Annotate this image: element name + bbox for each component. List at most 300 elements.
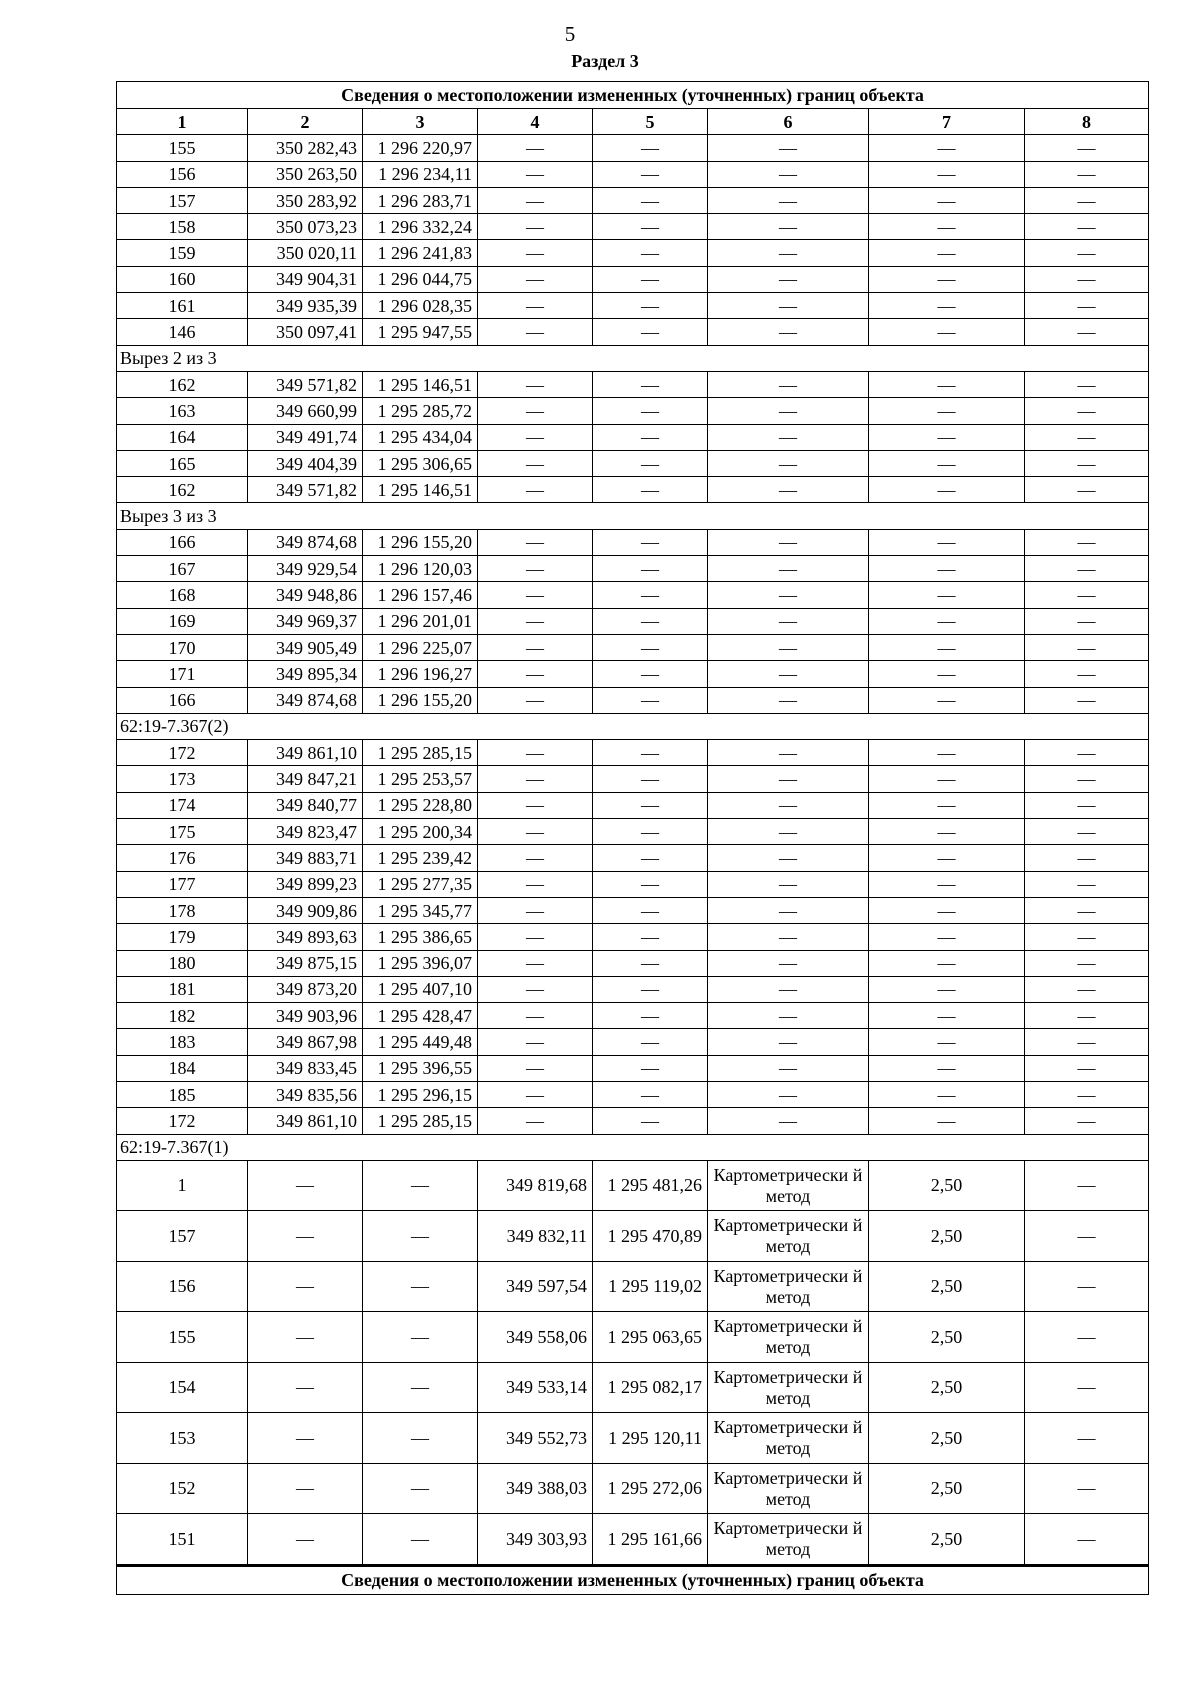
empty-value-dash: — [869, 582, 1025, 608]
empty-value-dash: — [1025, 1003, 1149, 1029]
empty-value-dash: — [478, 161, 593, 187]
empty-value-dash: — [869, 687, 1025, 713]
point-number: 161 [117, 293, 248, 319]
empty-value-dash: — [1025, 608, 1149, 634]
existing-y: 1 296 155,20 [363, 687, 478, 713]
empty-value-dash: — [869, 424, 1025, 450]
empty-value-dash: — [1025, 477, 1149, 503]
empty-value-dash: — [363, 1514, 478, 1566]
empty-value-dash: — [593, 450, 708, 476]
empty-value-dash: — [593, 371, 708, 397]
empty-value-dash: — [478, 845, 593, 871]
point-number: 181 [117, 976, 248, 1002]
point-number: 174 [117, 792, 248, 818]
empty-value-dash: — [248, 1362, 363, 1413]
empty-value-dash: — [1025, 1312, 1149, 1363]
determination-method: Картометрически й метод [708, 1463, 869, 1514]
empty-value-dash: — [478, 371, 593, 397]
existing-y: 1 295 285,72 [363, 398, 478, 424]
existing-x: 349 875,15 [248, 950, 363, 976]
column-number: 4 [478, 109, 593, 135]
empty-value-dash: — [869, 477, 1025, 503]
empty-value-dash: — [593, 1081, 708, 1107]
point-number: 146 [117, 319, 248, 345]
empty-value-dash: — [708, 556, 869, 582]
table-row [117, 556, 1149, 582]
existing-y: 1 296 283,71 [363, 187, 478, 213]
empty-value-dash: — [248, 1413, 363, 1464]
empty-value-dash: — [708, 661, 869, 687]
existing-y: 1 296 332,24 [363, 214, 478, 240]
table-row [117, 529, 1149, 555]
empty-value-dash: — [478, 740, 593, 766]
empty-value-dash: — [593, 845, 708, 871]
empty-value-dash: — [593, 266, 708, 292]
table-row [117, 450, 1149, 476]
empty-value-dash: — [1025, 871, 1149, 897]
table-row [117, 1463, 1149, 1514]
table-row [117, 1261, 1149, 1312]
empty-value-dash: — [593, 529, 708, 555]
column-number: 8 [1025, 109, 1149, 135]
existing-x: 349 883,71 [248, 845, 363, 871]
empty-value-dash: — [478, 450, 593, 476]
empty-value-dash: — [869, 266, 1025, 292]
empty-value-dash: — [869, 897, 1025, 923]
accuracy-value: 2,50 [869, 1413, 1025, 1464]
point-number: 151 [117, 1514, 248, 1566]
accuracy-value: 2,50 [869, 1160, 1025, 1211]
group-label-row [117, 713, 1149, 739]
accuracy-value: 2,50 [869, 1362, 1025, 1413]
point-number: 177 [117, 871, 248, 897]
existing-x: 349 833,45 [248, 1055, 363, 1081]
empty-value-dash: — [869, 187, 1025, 213]
empty-value-dash: — [593, 424, 708, 450]
empty-value-dash: — [478, 1081, 593, 1107]
determination-method: Картометрически й метод [708, 1413, 869, 1464]
existing-x: 349 903,96 [248, 1003, 363, 1029]
new-x: 349 303,93 [478, 1514, 593, 1566]
empty-value-dash: — [593, 897, 708, 923]
table-row [117, 634, 1149, 660]
table-row [117, 792, 1149, 818]
empty-value-dash: — [1025, 293, 1149, 319]
column-number: 1 [117, 109, 248, 135]
existing-x: 350 020,11 [248, 240, 363, 266]
empty-value-dash: — [478, 319, 593, 345]
empty-value-dash: — [708, 1029, 869, 1055]
empty-value-dash: — [869, 1055, 1025, 1081]
empty-value-dash: — [478, 424, 593, 450]
empty-value-dash: — [869, 529, 1025, 555]
empty-value-dash: — [708, 135, 869, 161]
table-row [117, 608, 1149, 634]
existing-x: 349 874,68 [248, 687, 363, 713]
empty-value-dash: — [708, 424, 869, 450]
existing-x: 349 840,77 [248, 792, 363, 818]
new-y: 1 295 470,89 [593, 1211, 708, 1262]
empty-value-dash: — [363, 1211, 478, 1262]
empty-value-dash: — [1025, 819, 1149, 845]
empty-value-dash: — [869, 450, 1025, 476]
point-number: 184 [117, 1055, 248, 1081]
accuracy-value: 2,50 [869, 1463, 1025, 1514]
boundary-coordinates-table [116, 81, 1149, 1595]
empty-value-dash: — [1025, 897, 1149, 923]
empty-value-dash: — [708, 740, 869, 766]
empty-value-dash: — [1025, 845, 1149, 871]
table-row [117, 661, 1149, 687]
existing-x: 349 823,47 [248, 819, 363, 845]
empty-value-dash: — [1025, 450, 1149, 476]
empty-value-dash: — [708, 924, 869, 950]
new-y: 1 295 119,02 [593, 1261, 708, 1312]
point-number: 162 [117, 371, 248, 397]
point-number: 166 [117, 687, 248, 713]
empty-value-dash: — [593, 477, 708, 503]
empty-value-dash: — [869, 634, 1025, 660]
new-x: 349 819,68 [478, 1160, 593, 1211]
table-row [117, 897, 1149, 923]
group-label-row [117, 503, 1149, 529]
point-number: 159 [117, 240, 248, 266]
empty-value-dash: — [478, 293, 593, 319]
existing-y: 1 295 146,51 [363, 477, 478, 503]
empty-value-dash: — [478, 135, 593, 161]
empty-value-dash: — [708, 240, 869, 266]
empty-value-dash: — [478, 398, 593, 424]
table-row [117, 161, 1149, 187]
group-label: 62:19-7.367(2) [117, 713, 1149, 739]
empty-value-dash: — [1025, 214, 1149, 240]
empty-value-dash: — [593, 740, 708, 766]
empty-value-dash: — [708, 608, 869, 634]
empty-value-dash: — [1025, 319, 1149, 345]
empty-value-dash: — [478, 582, 593, 608]
empty-value-dash: — [478, 1029, 593, 1055]
empty-value-dash: — [593, 1055, 708, 1081]
existing-x: 349 969,37 [248, 608, 363, 634]
point-number: 167 [117, 556, 248, 582]
new-y: 1 295 082,17 [593, 1362, 708, 1413]
empty-value-dash: — [708, 819, 869, 845]
existing-x: 349 948,86 [248, 582, 363, 608]
table-row [117, 214, 1149, 240]
empty-value-dash: — [869, 398, 1025, 424]
empty-value-dash: — [1025, 661, 1149, 687]
empty-value-dash: — [248, 1261, 363, 1312]
existing-x: 349 909,86 [248, 897, 363, 923]
table-row [117, 1413, 1149, 1464]
empty-value-dash: — [1025, 1362, 1149, 1413]
empty-value-dash: — [478, 950, 593, 976]
existing-y: 1 295 386,65 [363, 924, 478, 950]
empty-value-dash: — [478, 634, 593, 660]
existing-x: 349 873,20 [248, 976, 363, 1002]
empty-value-dash: — [478, 924, 593, 950]
empty-value-dash: — [708, 450, 869, 476]
empty-value-dash: — [1025, 424, 1149, 450]
existing-x: 349 835,56 [248, 1081, 363, 1107]
table-row [117, 582, 1149, 608]
table-row [117, 687, 1149, 713]
empty-value-dash: — [1025, 1413, 1149, 1464]
group-label: Вырез 2 из 3 [117, 345, 1149, 371]
table-row [117, 766, 1149, 792]
point-number: 185 [117, 1081, 248, 1107]
point-number: 168 [117, 582, 248, 608]
existing-y: 1 295 428,47 [363, 1003, 478, 1029]
new-y: 1 295 481,26 [593, 1160, 708, 1211]
point-number: 180 [117, 950, 248, 976]
empty-value-dash: — [869, 792, 1025, 818]
empty-value-dash: — [869, 1081, 1025, 1107]
existing-x: 350 282,43 [248, 135, 363, 161]
empty-value-dash: — [1025, 1055, 1149, 1081]
empty-value-dash: — [478, 266, 593, 292]
empty-value-dash: — [363, 1312, 478, 1363]
empty-value-dash: — [593, 950, 708, 976]
empty-value-dash: — [478, 1003, 593, 1029]
point-number: 155 [117, 135, 248, 161]
determination-method: Картометрически й метод [708, 1261, 869, 1312]
table-row [117, 398, 1149, 424]
empty-value-dash: — [593, 608, 708, 634]
footer-caption: Сведения о местоположении измененных (уточненных) границ объекта [117, 1565, 1149, 1594]
point-number: 183 [117, 1029, 248, 1055]
empty-value-dash: — [1025, 529, 1149, 555]
empty-value-dash: — [593, 924, 708, 950]
existing-y: 1 296 196,27 [363, 661, 478, 687]
new-x: 349 388,03 [478, 1463, 593, 1514]
existing-x: 349 893,63 [248, 924, 363, 950]
footer-caption-row [117, 1565, 1149, 1594]
empty-value-dash: — [708, 371, 869, 397]
empty-value-dash: — [1025, 161, 1149, 187]
empty-value-dash: — [1025, 371, 1149, 397]
empty-value-dash: — [593, 582, 708, 608]
point-number: 166 [117, 529, 248, 555]
point-number: 156 [117, 161, 248, 187]
new-y: 1 295 063,65 [593, 1312, 708, 1363]
existing-y: 1 295 396,07 [363, 950, 478, 976]
section-title: Раздел 3 [571, 51, 639, 71]
empty-value-dash: — [593, 792, 708, 818]
empty-value-dash: — [1025, 1029, 1149, 1055]
new-x: 349 597,54 [478, 1261, 593, 1312]
table-row [117, 240, 1149, 266]
existing-y: 1 295 285,15 [363, 740, 478, 766]
empty-value-dash: — [1025, 240, 1149, 266]
empty-value-dash: — [478, 529, 593, 555]
empty-value-dash: — [708, 634, 869, 660]
empty-value-dash: — [869, 661, 1025, 687]
point-number: 170 [117, 634, 248, 660]
column-number: 3 [363, 109, 478, 135]
empty-value-dash: — [248, 1211, 363, 1262]
empty-value-dash: — [869, 1003, 1025, 1029]
empty-value-dash: — [593, 398, 708, 424]
column-number: 6 [708, 109, 869, 135]
table-row [117, 266, 1149, 292]
empty-value-dash: — [478, 214, 593, 240]
table-row [117, 924, 1149, 950]
existing-y: 1 295 407,10 [363, 976, 478, 1002]
new-y: 1 295 272,06 [593, 1463, 708, 1514]
table-caption: Сведения о местоположении измененных (уточненных) границ объекта [117, 82, 1149, 109]
existing-x: 349 847,21 [248, 766, 363, 792]
empty-value-dash: — [1025, 1108, 1149, 1134]
empty-value-dash: — [708, 582, 869, 608]
table-row [117, 976, 1149, 1002]
existing-y: 1 295 449,48 [363, 1029, 478, 1055]
existing-y: 1 295 228,80 [363, 792, 478, 818]
point-number: 169 [117, 608, 248, 634]
empty-value-dash: — [1025, 950, 1149, 976]
empty-value-dash: — [1025, 976, 1149, 1002]
column-number: 7 [869, 109, 1025, 135]
empty-value-dash: — [708, 897, 869, 923]
existing-y: 1 296 234,11 [363, 161, 478, 187]
empty-value-dash: — [593, 214, 708, 240]
empty-value-dash: — [1025, 792, 1149, 818]
empty-value-dash: — [363, 1463, 478, 1514]
empty-value-dash: — [593, 766, 708, 792]
empty-value-dash: — [1025, 1160, 1149, 1211]
existing-x: 349 905,49 [248, 634, 363, 660]
point-number: 153 [117, 1413, 248, 1464]
empty-value-dash: — [708, 319, 869, 345]
empty-value-dash: — [869, 740, 1025, 766]
table-row [117, 950, 1149, 976]
existing-y: 1 295 306,65 [363, 450, 478, 476]
new-x: 349 552,73 [478, 1413, 593, 1464]
accuracy-value: 2,50 [869, 1261, 1025, 1312]
existing-y: 1 296 201,01 [363, 608, 478, 634]
empty-value-dash: — [478, 1055, 593, 1081]
empty-value-dash: — [1025, 582, 1149, 608]
empty-value-dash: — [869, 976, 1025, 1002]
empty-value-dash: — [869, 845, 1025, 871]
existing-y: 1 296 241,83 [363, 240, 478, 266]
table-row [117, 1362, 1149, 1413]
table-row [117, 371, 1149, 397]
empty-value-dash: — [363, 1362, 478, 1413]
determination-method: Картометрически й метод [708, 1211, 869, 1262]
table-row [117, 871, 1149, 897]
new-x: 349 832,11 [478, 1211, 593, 1262]
empty-value-dash: — [869, 608, 1025, 634]
existing-y: 1 296 225,07 [363, 634, 478, 660]
existing-y: 1 296 220,97 [363, 135, 478, 161]
existing-x: 349 861,10 [248, 1108, 363, 1134]
empty-value-dash: — [869, 766, 1025, 792]
existing-y: 1 295 200,34 [363, 819, 478, 845]
empty-value-dash: — [478, 871, 593, 897]
point-number: 154 [117, 1362, 248, 1413]
empty-value-dash: — [593, 634, 708, 660]
existing-y: 1 295 285,15 [363, 1108, 478, 1134]
point-number: 160 [117, 266, 248, 292]
table-row [117, 1312, 1149, 1363]
empty-value-dash: — [248, 1463, 363, 1514]
point-number: 164 [117, 424, 248, 450]
empty-value-dash: — [869, 240, 1025, 266]
point-number: 178 [117, 897, 248, 923]
existing-y: 1 295 277,35 [363, 871, 478, 897]
point-number: 1 [117, 1160, 248, 1211]
empty-value-dash: — [593, 187, 708, 213]
existing-y: 1 295 239,42 [363, 845, 478, 871]
empty-value-dash: — [869, 161, 1025, 187]
empty-value-dash: — [869, 1029, 1025, 1055]
empty-value-dash: — [593, 1003, 708, 1029]
empty-value-dash: — [478, 792, 593, 818]
table-row [117, 1055, 1149, 1081]
empty-value-dash: — [869, 135, 1025, 161]
empty-value-dash: — [363, 1160, 478, 1211]
empty-value-dash: — [1025, 766, 1149, 792]
empty-value-dash: — [1025, 1081, 1149, 1107]
empty-value-dash: — [708, 398, 869, 424]
empty-value-dash: — [478, 240, 593, 266]
empty-value-dash: — [593, 135, 708, 161]
empty-value-dash: — [478, 897, 593, 923]
accuracy-value: 2,50 [869, 1211, 1025, 1262]
existing-x: 350 073,23 [248, 214, 363, 240]
table-row [117, 740, 1149, 766]
point-number: 165 [117, 450, 248, 476]
empty-value-dash: — [708, 187, 869, 213]
accuracy-value: 2,50 [869, 1514, 1025, 1566]
point-number: 171 [117, 661, 248, 687]
existing-x: 350 097,41 [248, 319, 363, 345]
empty-value-dash: — [593, 871, 708, 897]
existing-x: 349 899,23 [248, 871, 363, 897]
determination-method: Картометрически й метод [708, 1312, 869, 1363]
column-number-row [117, 109, 1149, 135]
existing-y: 1 296 120,03 [363, 556, 478, 582]
point-number: 156 [117, 1261, 248, 1312]
existing-x: 350 263,50 [248, 161, 363, 187]
empty-value-dash: — [1025, 187, 1149, 213]
point-number: 163 [117, 398, 248, 424]
empty-value-dash: — [1025, 556, 1149, 582]
existing-x: 349 660,99 [248, 398, 363, 424]
empty-value-dash: — [1025, 1211, 1149, 1262]
empty-value-dash: — [708, 214, 869, 240]
empty-value-dash: — [869, 293, 1025, 319]
existing-y: 1 296 155,20 [363, 529, 478, 555]
table-row [117, 1211, 1149, 1262]
empty-value-dash: — [478, 187, 593, 213]
empty-value-dash: — [1025, 1463, 1149, 1514]
existing-x: 349 874,68 [248, 529, 363, 555]
point-number: 182 [117, 1003, 248, 1029]
existing-y: 1 295 947,55 [363, 319, 478, 345]
empty-value-dash: — [708, 1108, 869, 1134]
empty-value-dash: — [593, 1108, 708, 1134]
empty-value-dash: — [1025, 634, 1149, 660]
table-caption-row [117, 82, 1149, 109]
point-number: 172 [117, 1108, 248, 1134]
existing-x: 349 904,31 [248, 266, 363, 292]
existing-y: 1 295 253,57 [363, 766, 478, 792]
empty-value-dash: — [1025, 924, 1149, 950]
empty-value-dash: — [708, 529, 869, 555]
determination-method: Картометрически й метод [708, 1160, 869, 1211]
